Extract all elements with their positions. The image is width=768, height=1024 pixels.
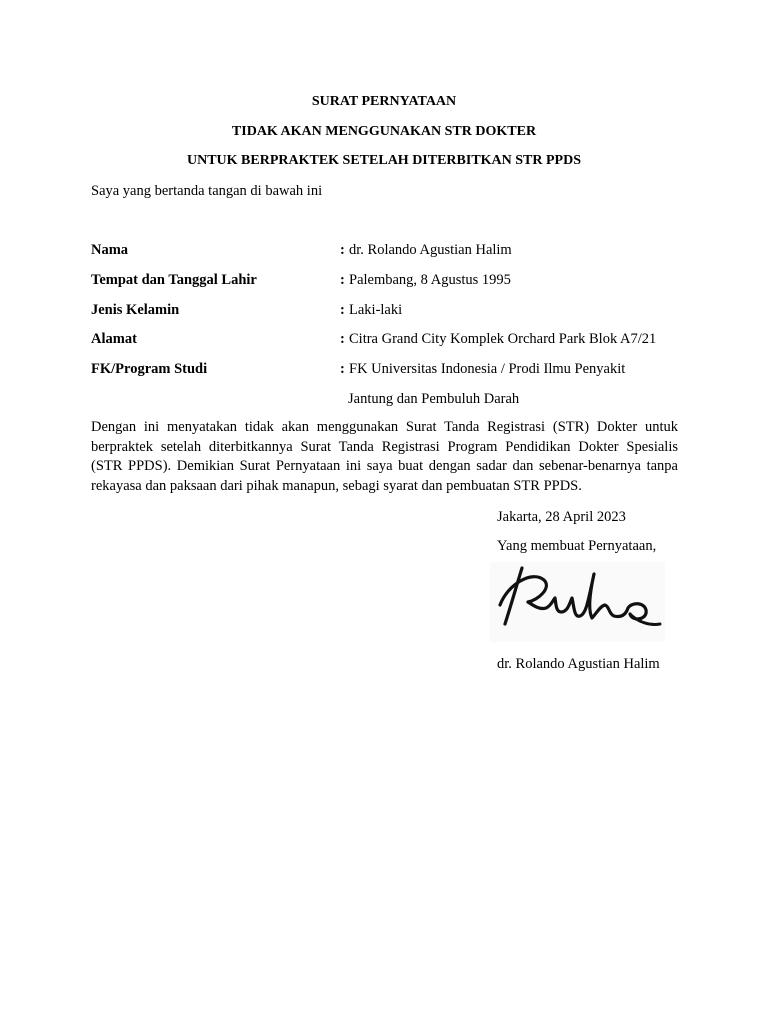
field-value-continuation: Jantung dan Pembuluh Darah xyxy=(348,391,520,407)
field-row-jenis-kelamin xyxy=(91,301,691,321)
field-separator: : xyxy=(340,361,345,377)
field-label: Alamat xyxy=(91,331,137,347)
field-value: Citra Grand City Komplek Orchard Park Blok A7/21 xyxy=(349,331,657,347)
statement-paragraph xyxy=(91,418,678,496)
signatory-name: dr. Rolando Agustian Halim xyxy=(497,656,660,672)
field-label: Jenis Kelamin xyxy=(91,302,180,318)
maker-label: Yang membuat Pernyataan, xyxy=(497,538,657,554)
field-label: Nama xyxy=(91,242,129,258)
field-separator: : xyxy=(340,242,345,258)
field-row-nama xyxy=(91,241,691,261)
letter-subtitle-1: TIDAK AKAN MENGGUNAKAN STR DOKTER xyxy=(231,124,537,139)
place-date: Jakarta, 28 April 2023 xyxy=(497,509,626,525)
field-separator: : xyxy=(340,272,345,288)
statement-line: rekayasa dan paksaan dari pihak manapun, sebagi syarat dan pembuatan STR PPDS. xyxy=(91,477,582,494)
field-value: Palembang, 8 Agustus 1995 xyxy=(349,272,511,288)
statement-line: berpraktek setelah diterbitkannya Surat Tanda Registrasi Program Pendidikan Dokter Spesialis xyxy=(91,438,678,455)
field-value: Laki-laki xyxy=(349,302,403,318)
field-value: FK Universitas Indonesia / Prodi Ilmu Penyakit xyxy=(349,361,626,377)
letter-title: SURAT PERNYATAAN xyxy=(311,94,457,109)
field-value: dr. Rolando Agustian Halim xyxy=(349,242,512,258)
field-row-tempat-tanggal-lahir xyxy=(91,271,691,291)
field-label: FK/Program Studi xyxy=(91,361,208,377)
field-separator: : xyxy=(340,302,345,318)
field-label: Tempat dan Tanggal Lahir xyxy=(91,272,257,288)
field-row-program-studi xyxy=(91,360,691,380)
field-separator: : xyxy=(340,331,345,347)
statement-line: Dengan ini menyatakan tidak akan menggunakan Surat Tanda Registrasi (STR) Dokter untuk xyxy=(91,419,678,435)
letter-subtitle-2: UNTUK BERPRAKTEK SETELAH DITERBITKAN STR PPDS xyxy=(186,153,582,168)
signature-image xyxy=(490,562,665,642)
intro-text: Saya yang bertanda tangan di bawah ini xyxy=(91,183,323,199)
field-row-alamat xyxy=(91,330,691,350)
statement-line: (STR PPDS). Demikian Surat Pernyataan ini saya buat dengan sadar dan sebenar-benarnya tanpa xyxy=(91,458,678,475)
